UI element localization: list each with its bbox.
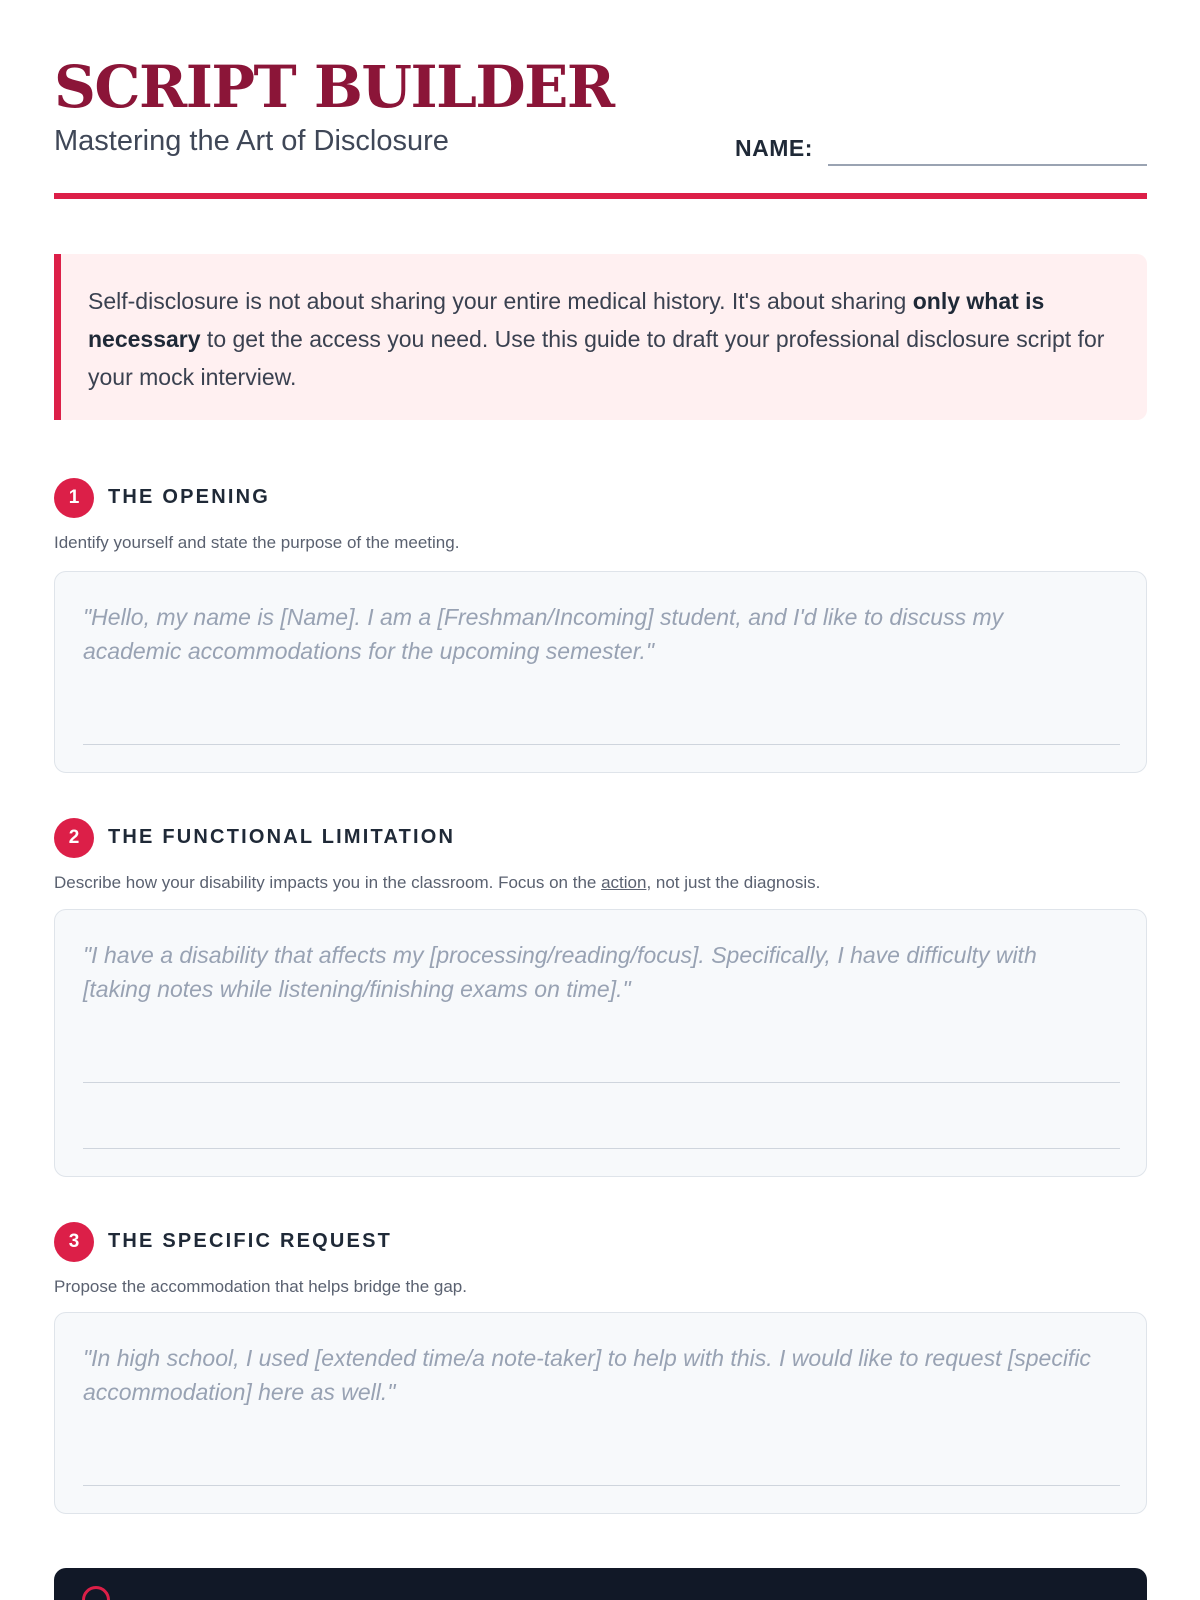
script-placeholder: "I have a disability that affects my [processing/reading/focus]. Specifically, I have difficulty with [taking notes while listening/finishing exams on time]." (83, 942, 1037, 1002)
description-text-end: , not just the diagnosis. (646, 873, 821, 892)
description-underlined-word: action (601, 873, 647, 892)
section-header (54, 478, 1147, 518)
section-specific-request (54, 1222, 1147, 1405)
intro-callout (54, 254, 1147, 420)
worksheet-header (54, 0, 1147, 200)
script-input-box[interactable] (54, 909, 1147, 1177)
script-input-box[interactable] (54, 1312, 1147, 1514)
script-placeholder: "In high school, I used [extended time/a note-taker] to help with this. I would like to request [specific accommodation] here as well." (83, 1345, 1091, 1405)
step-number-badge: 2 (54, 818, 94, 858)
writing-line (83, 744, 1120, 745)
header-divider (54, 193, 1147, 199)
writing-line (83, 1148, 1120, 1149)
page-title: SCRIPT BUILDER (54, 53, 614, 121)
section-functional-limitation (54, 818, 1147, 1002)
step-number-badge: 3 (54, 1222, 94, 1262)
description-text-start: Describe how your disability impacts you in the classroom. Focus on the (54, 873, 602, 892)
intro-text-start: Self-disclosure is not about sharing your entire medical history. It's about sharing (88, 288, 913, 314)
script-placeholder: "Hello, my name is [Name]. I am a [Freshman/Incoming] student, and I'd like to discuss my academic accommodations for the upcoming semester." (83, 604, 1004, 664)
section-title: THE SPECIFIC REQUEST (108, 1230, 393, 1252)
script-input-box[interactable] (54, 571, 1147, 773)
section-opening (54, 478, 1147, 664)
section-description: Propose the accommodation that helps bridge the gap. (54, 1277, 467, 1296)
page-subtitle: Mastering the Art of Disclosure (54, 125, 449, 157)
section-title: THE FUNCTIONAL LIMITATION (108, 826, 456, 848)
section-description: Identify yourself and state the purpose of the meeting. (54, 533, 460, 552)
worksheet-page (54, 0, 1147, 1405)
intro-emphasis: only what is necessary (88, 288, 1045, 352)
section-header (54, 1222, 1147, 1262)
section-header (54, 818, 1147, 858)
section-title: THE OPENING (108, 486, 270, 508)
footer-panel (54, 1568, 1147, 1600)
alert-circle-icon (82, 1586, 110, 1600)
intro-text-end: to get the access you need. Use this guide to draft your professional disclosure script for your mock interview. (88, 326, 1105, 390)
step-number-badge: 1 (54, 478, 94, 518)
writing-line (83, 1485, 1120, 1486)
name-field[interactable] (828, 164, 1147, 166)
name-label: NAME: (735, 135, 813, 161)
writing-line (83, 1082, 1120, 1083)
section-description (54, 874, 820, 891)
